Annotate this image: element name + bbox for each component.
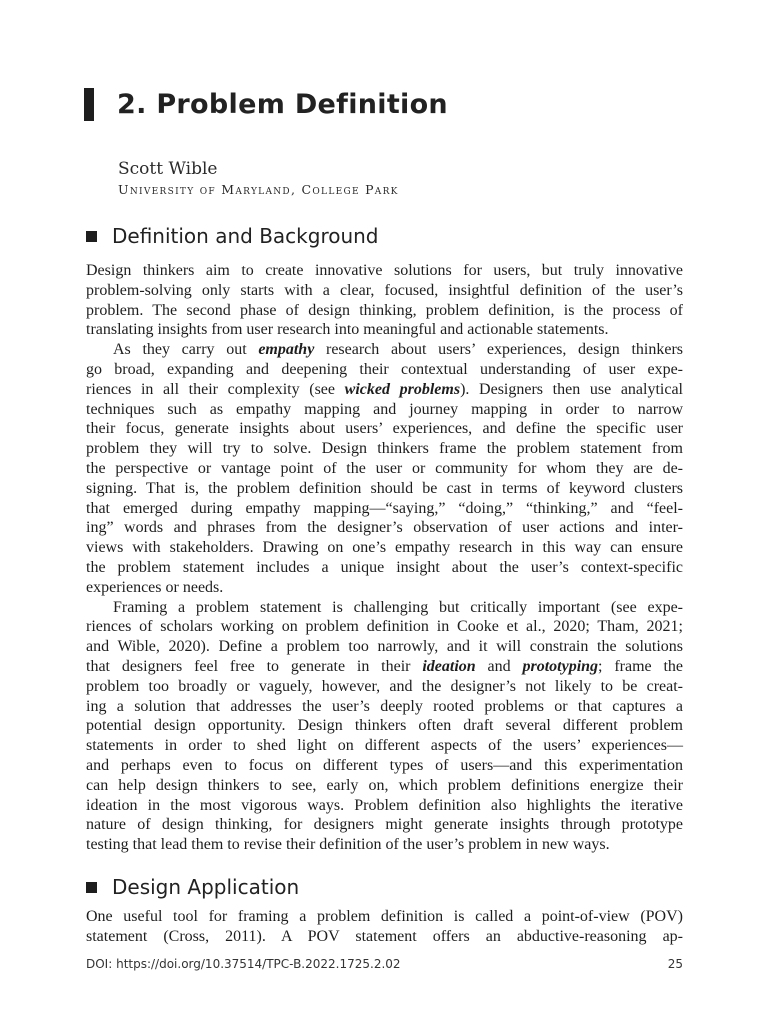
author-name: Scott Wible bbox=[118, 159, 218, 179]
text-line: the perspective or vantage point of the user or community for whom they are de- bbox=[86, 459, 683, 477]
section-heading-application bbox=[86, 875, 299, 899]
keyword-link-empathy[interactable]: empathy bbox=[258, 341, 315, 359]
text-line: and perhaps even to focus on different types of users—and this experimentation bbox=[86, 756, 683, 774]
text-line: go broad, expanding and deepening their contextual understanding of user expe- bbox=[86, 360, 683, 378]
page-footer bbox=[86, 957, 683, 971]
text-line: and Wible, 2020). Define a problem too narrowly, and it will constrain the solutions bbox=[86, 638, 683, 656]
text-line: ideation in the most vigorous ways. Problem definition also highlights the iterative bbox=[86, 796, 683, 814]
text-line: views with stakeholders. Drawing on one’s empathy research in this way can ensure bbox=[86, 539, 683, 557]
text-line: statements in order to shed light on different aspects of the users’ experiences— bbox=[86, 737, 683, 755]
chapter-header bbox=[84, 88, 448, 121]
text-line: statement (Cross, 2011). A POV statement offers an abductive-reasoning ap- bbox=[86, 927, 683, 945]
text-line bbox=[86, 340, 683, 360]
body-text-definition bbox=[86, 261, 683, 855]
text-line: their focus, generate insights about users’ experiences, and define the specific user bbox=[86, 420, 683, 438]
section-marker-square bbox=[86, 231, 97, 242]
author-block bbox=[118, 158, 399, 200]
text-line: ing” words and phrases from the designer’s observation of user actions and inter- bbox=[86, 519, 683, 537]
text-line: potential design opportunity. Design thinkers often draft several different problem bbox=[86, 717, 683, 735]
text-line bbox=[86, 657, 683, 677]
doi-link[interactable]: DOI: https://doi.org/10.37514/TPC-B.2022.1725.2.02 bbox=[86, 957, 401, 971]
text-line: problem-solving only starts with a clear, focused, insightful definition of the user’s bbox=[86, 281, 683, 299]
keyword-link-wicked-problems[interactable]: wicked problems bbox=[344, 380, 461, 398]
section-marker-square bbox=[86, 882, 97, 893]
text-line: One useful tool for framing a problem definition is called a point-of-view (POV) bbox=[86, 908, 683, 925]
text-segment: As they carry out bbox=[113, 341, 247, 359]
text-segment: ; frame the bbox=[598, 657, 684, 675]
text-line: ing a solution that addresses the user’s deeply rooted problems or that captures a bbox=[86, 697, 683, 715]
text-line: signing. That is, the problem definition should be cast in terms of keyword clusters bbox=[86, 479, 683, 497]
text-line bbox=[86, 380, 683, 400]
section-title: Definition and Background bbox=[112, 224, 379, 248]
chapter-marker-bar bbox=[84, 88, 94, 121]
text-line: Design thinkers aim to create innovative solutions for users, but truly innovative bbox=[86, 262, 683, 279]
text-segment: and bbox=[487, 657, 511, 675]
text-line: the problem statement includes a unique insight about the user’s context-specific bbox=[86, 558, 683, 576]
text-line: riences of scholars working on problem definition in Cooke et al., 2020; Tham, 2021; bbox=[86, 618, 683, 636]
text-line: Framing a problem statement is challenging but critically important (see expe- bbox=[113, 598, 683, 616]
keyword-link-ideation[interactable]: ideation bbox=[422, 657, 476, 675]
text-line: that emerged during empathy mapping—“saying,” “doing,” “thinking,” and “feel- bbox=[86, 499, 683, 517]
text-line: testing that lead them to revise their definition of the user’s problem in new ways. bbox=[86, 836, 610, 854]
text-line: experiences or needs. bbox=[86, 578, 224, 596]
text-segment: research about users’ experiences, design thinkers bbox=[325, 341, 684, 359]
section-heading-definition bbox=[86, 224, 379, 248]
text-line: problem too broadly or vaguely, however, and the designer’s not likely to be creat- bbox=[86, 677, 683, 695]
text-segment: riences in all their complexity (see bbox=[86, 380, 336, 398]
body-text-application bbox=[86, 907, 683, 947]
page-number: 25 bbox=[667, 957, 683, 971]
chapter-title: 2. Problem Definition bbox=[117, 89, 448, 120]
author-affiliation: University of Maryland, College Park bbox=[118, 182, 399, 197]
text-segment: that designers feel free to generate in their bbox=[86, 657, 411, 675]
keyword-link-prototyping[interactable]: prototyping bbox=[522, 657, 599, 675]
text-line: can help design thinkers to see, early on, which problem definitions energize their bbox=[86, 776, 683, 794]
text-line: problem. The second phase of design thinking, problem definition, is the process of bbox=[86, 301, 683, 319]
text-line: nature of design thinking, for designers might generate insights through prototype bbox=[86, 816, 683, 834]
text-segment: ). Designers then use analytical bbox=[460, 380, 683, 398]
section-title: Design Application bbox=[112, 875, 300, 899]
text-line: techniques such as empathy mapping and journey mapping in order to narrow bbox=[86, 400, 683, 418]
text-line: problem they will try to solve. Design thinkers frame the problem statement from bbox=[86, 440, 683, 458]
text-line: translating insights from user research into meaningful and actionable statements. bbox=[86, 321, 609, 339]
